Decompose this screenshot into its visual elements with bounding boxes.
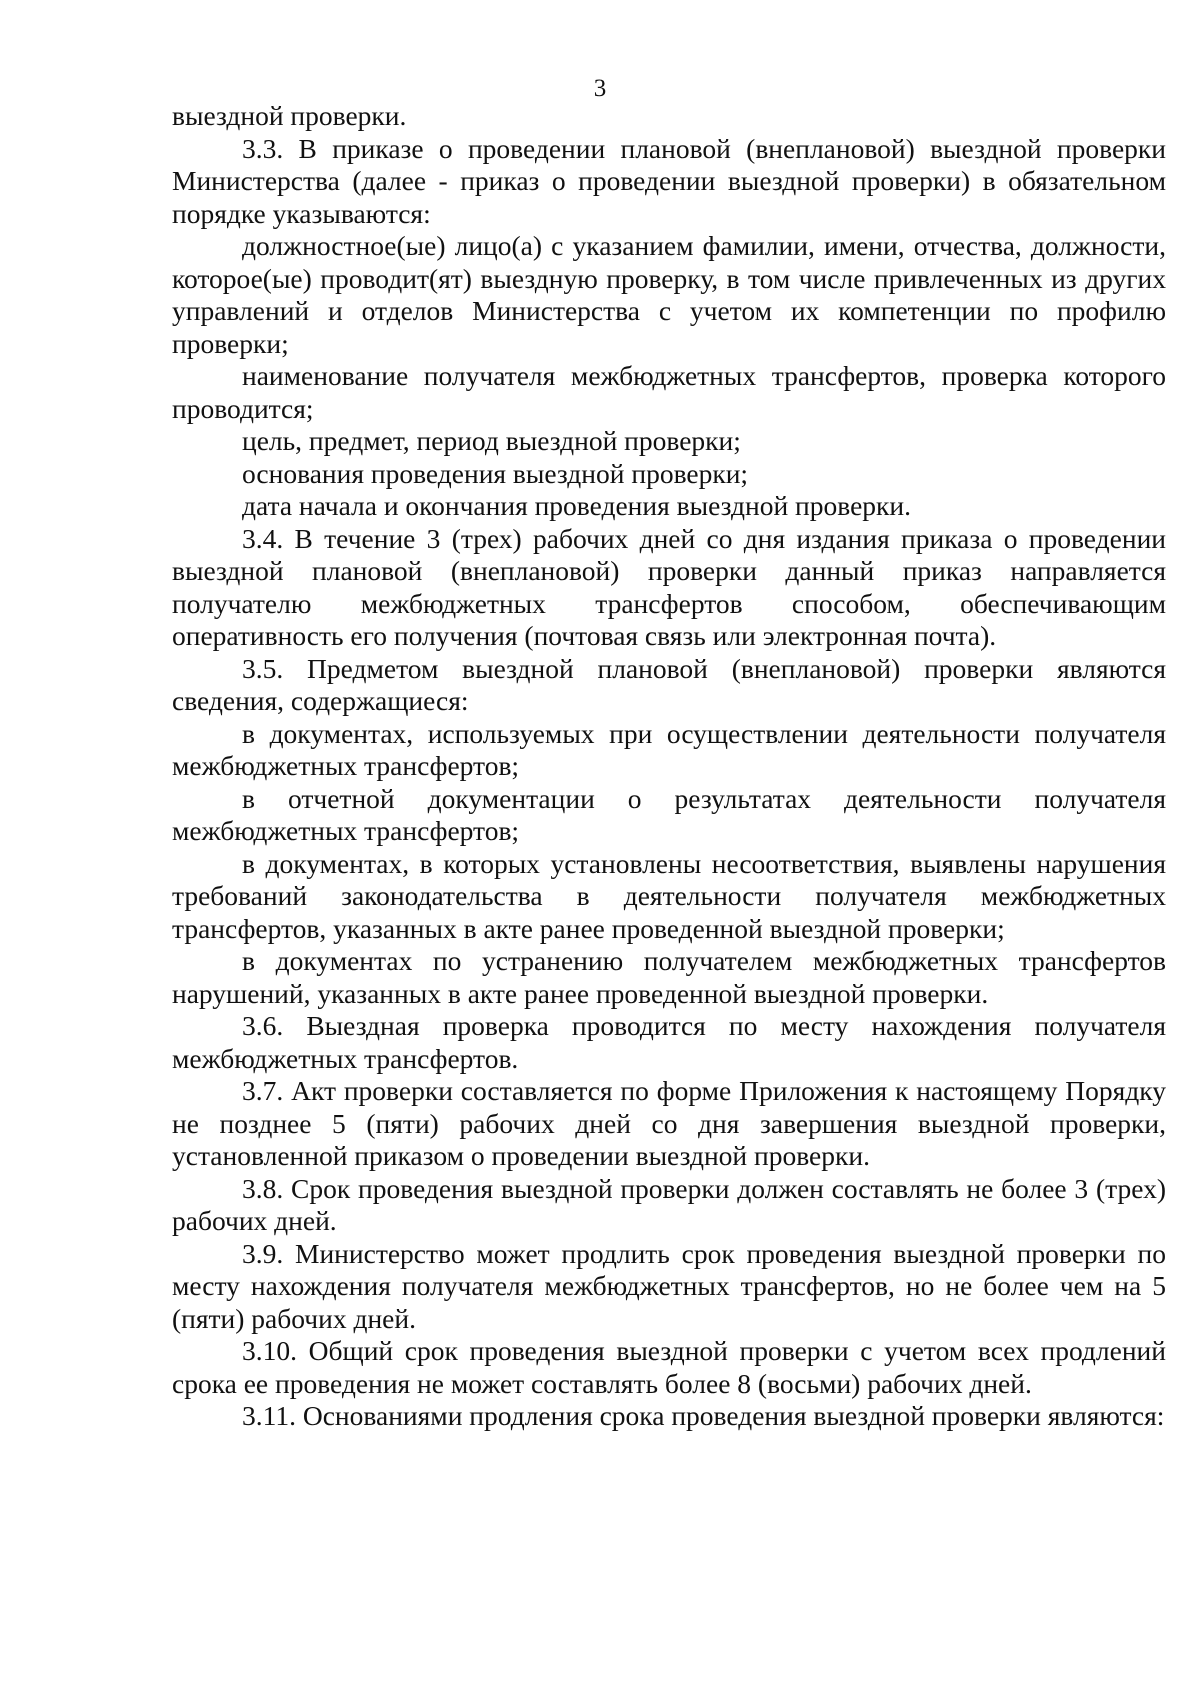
list-item-dates: дата начала и окончания проведения выездной проверки. [242, 490, 911, 521]
paragraph-3-11: 3.11. Основаниями продления срока проведения выездной проверки являются: [242, 1400, 1165, 1431]
list-item-reporting-docs: в отчетной документации о результатах деятельности получателя межбюджетных трансфертов; [172, 782, 1166, 846]
paragraph-3-6: 3.6. Выездная проверка проводится по месту нахождения получателя межбюджетных трансфертов. [172, 1010, 1166, 1074]
list-item-remediation-docs: в документах по устранению получателем межбюджетных трансфертов нарушений, указанных в акте ранее проведенной выездной проверки. [172, 945, 1166, 1009]
list-item-documents-used: в документах, используемых при осуществлении деятельности получателя межбюджетных трансфертов; [172, 717, 1166, 781]
list-item-grounds: основания проведения выездной проверки; [242, 457, 749, 489]
paragraph-3-4: 3.4. В течение 3 (трех) рабочих дней со дня издания приказа о проведении выездной плановой (внеплановой) проверки данный приказ направляется получателю межбюджетных трансфертов способом, обеспечивающим оперативность его получения (почтовая связь или электронная почта). [172, 522, 1166, 651]
list-item-violation-docs: в документах, в которых установлены несоответствия, выявлены нарушения требований законодательства в деятельности получателя межбюджетных трансфертов, указанных в акте ранее проведенной выездной проверки; [172, 847, 1166, 944]
paragraph-3-5: 3.5. Предметом выездной плановой (внеплановой) проверки являются сведения, содержащиеся: [172, 652, 1166, 716]
list-item-officials: должностное(ые) лицо(а) с указанием фамилии, имени, отчества, должности, которое(ые) проводит(ят) выездную проверку, в том числе привлеченных из других управлений и отделов Министерства с учетом их компетенции по профилю проверки; [172, 230, 1166, 359]
paragraph-3-8: 3.8. Срок проведения выездной проверки должен составлять не более 3 (трех) рабочих дней. [172, 1172, 1166, 1236]
paragraph-3-9: 3.9. Министерство может продлить срок проведения выездной проверки по месту нахождения получателя межбюджетных трансфертов, но не более чем на 5 (пяти) рабочих дней. [172, 1237, 1166, 1334]
page-number: 3 [593, 75, 607, 102]
paragraph-3-7: 3.7. Акт проверки составляется по форме Приложения к настоящему Порядку не позднее 5 (пяти) рабочих дней со дня завершения выездной проверки, установленной приказом о проведении выездной проверки. [172, 1075, 1166, 1171]
paragraph-continuation: выездной проверки. [172, 100, 407, 131]
list-item-recipient-name: наименование получателя межбюджетных трансфертов, проверка которого проводится; [172, 360, 1166, 424]
list-item-purpose: цель, предмет, период выездной проверки; [242, 425, 741, 456]
document-body [172, 100, 1166, 1433]
paragraph-3-3: 3.3. В приказе о проведении плановой (внеплановой) выездной проверки Министерства (далее - приказ о проведении выездной проверки) в обязательном порядке указываются: [172, 132, 1166, 229]
paragraph-3-10: 3.10. Общий срок проведения выездной проверки с учетом всех продлений срока ее проведения не может составлять более 8 (восьми) рабочих дней. [172, 1335, 1166, 1399]
